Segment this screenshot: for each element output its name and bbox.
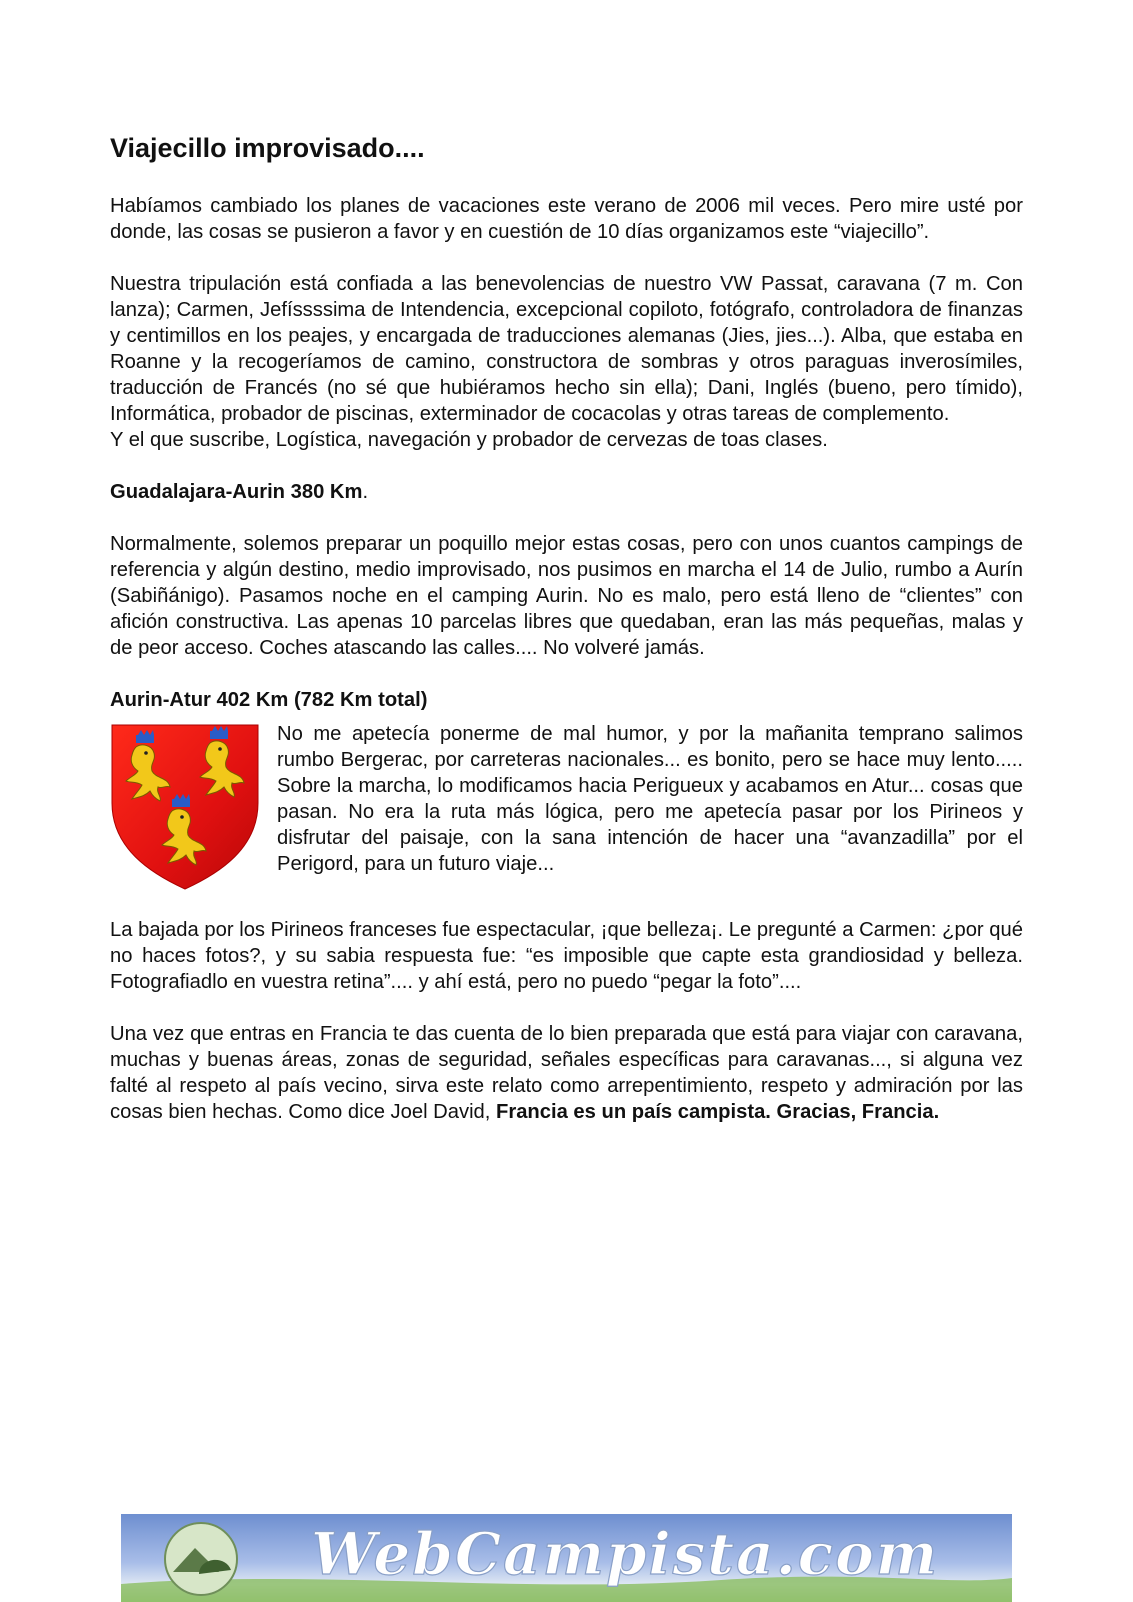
page-title: Viajecillo improvisado....	[110, 133, 425, 163]
pyrenees-paragraph: La bajada por los Pirineos franceses fue espectacular, ¡que belleza¡. Le pregunté a Carmen: ¿por qué no haces fotos?, y su sabia respuesta fue: “es imposible que capte esta grandiosidad y belleza. Fotografiadlo en vuestra retina”.... y ahí está, pero no puedo “pegar la foto”....	[110, 919, 1023, 993]
campsite-logo-icon	[165, 1523, 237, 1595]
closing-statement: Francia es un país campista. Gracias, Francia.	[496, 1101, 940, 1123]
crest-paragraph-row	[110, 721, 1023, 891]
crew-paragraph-last: Y el que suscribe, Logística, navegación y probador de cervezas de toas clases.	[110, 429, 828, 451]
intro-paragraph: Habíamos cambiado los planes de vacaciones este verano de 2006 mil veces. Pero mire usté por donde, las cosas se pusieron a favor y en cuestión de 10 días organizamos este “viajecillo”.	[110, 195, 1023, 243]
section-body-guadalajara-aurin: Normalmente, solemos preparar un poquillo mejor estas cosas, pero con unos cuantos campings de referencia y algún destino, medio improvisado, nos pusimos en marcha el 14 de Julio, rumbo a Aurín (Sabiñánigo). Pasamos noche en el camping Aurin. No es malo, pero está lleno de “clientes” con afición constructiva. Las apenas 10 parcelas libres que quedaban, eran las más pequeñas, malas y de peor acceso. Coches atascando las calles.... No volveré jamás.	[110, 533, 1023, 659]
footer-banner	[121, 1514, 1012, 1602]
footer-logo-text: WebCampista.com	[311, 1520, 940, 1588]
crew-paragraph: Nuestra tripulación está confiada a las benevolencias de nuestro VW Passat, caravana (7 m. Con lanza); Carmen, Jefíssssima de Intendencia, excepcional copiloto, fotógrafo, controladora de finanzas y centimillos en los peajes, y encargada de traducciones alemanas (Jies, jies...). Alba, que estaba en Roanne y la recogeríamos de camino, constructora de sombras y otros paraguas inverosímiles, traducción de Francés (no sé que hubiéramos hecho sin ella); Dani, Inglés (bueno, pero tímido), Informática, probador de piscinas, exterminador de cocacolas y otras tareas de complemento.	[110, 273, 1023, 425]
section-heading-text: Guadalajara-Aurin 380 Km	[110, 481, 363, 503]
section-heading-guadalajara-aurin	[110, 479, 1023, 505]
section-heading-suffix: .	[362, 481, 369, 503]
footer-banner-graphic	[121, 1514, 1012, 1602]
coat-of-arms-icon	[110, 723, 260, 891]
document-page	[110, 128, 1023, 1125]
section-heading-aurin-atur: Aurin-Atur 402 Km (782 Km total)	[110, 689, 428, 711]
france-paragraph	[110, 1021, 1023, 1125]
crest-paragraph: No me apetecía ponerme de mal humor, y por la mañanita temprano salimos rumbo Bergerac, por carreteras nacionales... es bonito, pero se hace muy lento..... Sobre la marcha, lo modificamos hacia Perigueux y acabamos en Atur... cosas que pasan. No era la ruta más lógica, pero me apetecía pasar por los Pirineos y disfrutar del paisaje, con la sana intención de hacer una “avanzadilla” por el Perigord, para un futuro viaje...	[277, 723, 1023, 875]
france-paragraph-text: Una vez que entras en Francia te das cuenta de lo bien preparada que está para viajar con caravana, muchas y buenas áreas, zonas de seguridad, señales específicas para caravanas..., si alguna vez falté al respeto al país vecino, sirva este relato como arrepentimiento, respeto y admiración por las cosas bien hechas. Como dice Joel David,	[110, 1023, 1023, 1123]
